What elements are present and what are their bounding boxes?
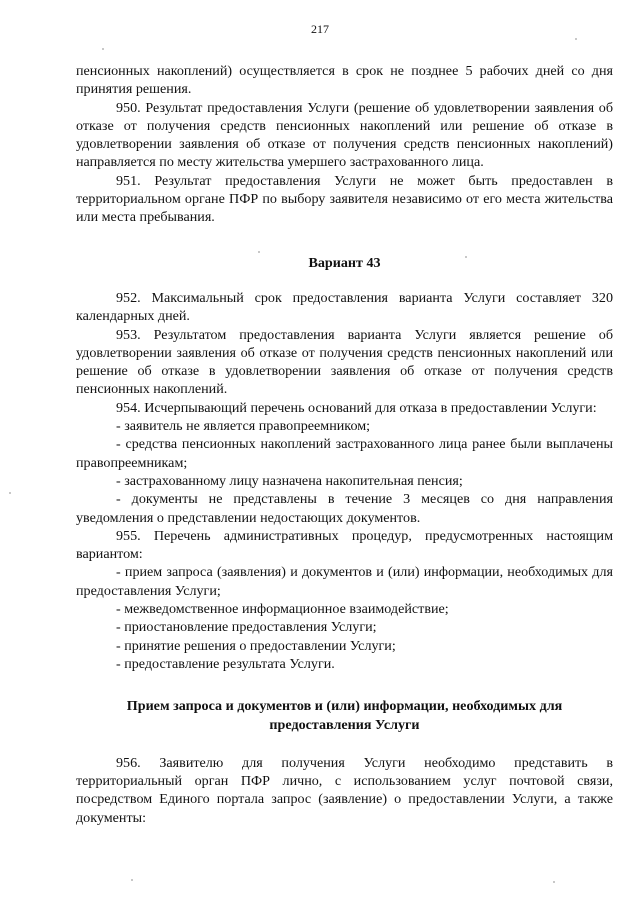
paragraph: 951. Результат предоставления Услуги не может быть предоставлен в территориальном органе ПФР по выбору заявителя независимо от его места жительства или места пребывания. (76, 172, 613, 226)
scan-speck (131, 879, 133, 881)
list-item: - принятие решения о предоставлении Услуги; (116, 637, 396, 654)
page-number: 217 (311, 22, 329, 36)
scan-speck (553, 881, 555, 883)
list-item: - застрахованному лицу назначена накопительная пенсия; (116, 472, 463, 489)
scan-speck (575, 38, 577, 40)
paragraph: 953. Результатом предоставления варианта Услуги является решение об удовлетворении заявления об отказе от получения средств пенсионных накоплений или решение об отказе в удовлетворении заявления об отказе от получения средств пенсионных накоплений. (76, 326, 613, 398)
section-heading (76, 697, 613, 734)
scan-speck (102, 48, 104, 50)
paragraph: 955. Перечень административных процедур, предусмотренных настоящим вариантом: (76, 527, 613, 563)
list-item: - приостановление предоставления Услуги; (116, 619, 377, 636)
scan-speck (258, 251, 260, 253)
paragraph: 956. Заявителю для получения Услуги необходимо представить в территориальный орган ПФР лично, с использованием услуг почтовой связи, посредством Единого портала запрос (заявление) о предоставлении Услуги, а также документы: (76, 754, 613, 826)
section-heading-line: Прием запроса и документов и (или) информации, необходимых для (126, 698, 563, 715)
paragraph: пенсионных накоплений) осуществляется в срок не позднее 5 рабочих дней со дня принятия решения. (76, 63, 613, 98)
list-item: - заявитель не является правопреемником; (116, 418, 371, 435)
paragraph: 950. Результат предоставления Услуги (решение об удовлетворении заявления об отказе от получения средств пенсионных накоплений или решение об отказе в удовлетворении заявления об отказе от получения средств пенсионных накоплений) направляется по месту жительства умершего застрахованного лица. (76, 99, 613, 171)
list-item: - средства пенсионных накоплений застрахованного лица ранее были выплачены правопреемникам; (76, 436, 613, 471)
scan-speck (465, 256, 467, 258)
document-body (76, 62, 613, 827)
paragraph: 954. Исчерпывающий перечень оснований для отказа в предоставлении Услуги: (116, 399, 597, 416)
paragraph: 952. Максимальный срок предоставления варианта Услуги составляет 320 календарных дней. (76, 289, 613, 325)
section-heading-line: предоставления Услуги (269, 716, 420, 733)
list-item: - документы не представлены в течение 3 месяцев со дня направления уведомления о представлении недостающих документов. (76, 491, 613, 526)
variant-heading: Вариант 43 (308, 254, 381, 271)
list-item: - межведомственное информационное взаимодействие; (116, 601, 449, 618)
list-item: - предоставление результата Услуги. (116, 655, 335, 672)
list-item: - прием запроса (заявления) и документов и (или) информации, необходимых для предоставления Услуги; (76, 564, 613, 599)
scan-speck (9, 492, 11, 494)
